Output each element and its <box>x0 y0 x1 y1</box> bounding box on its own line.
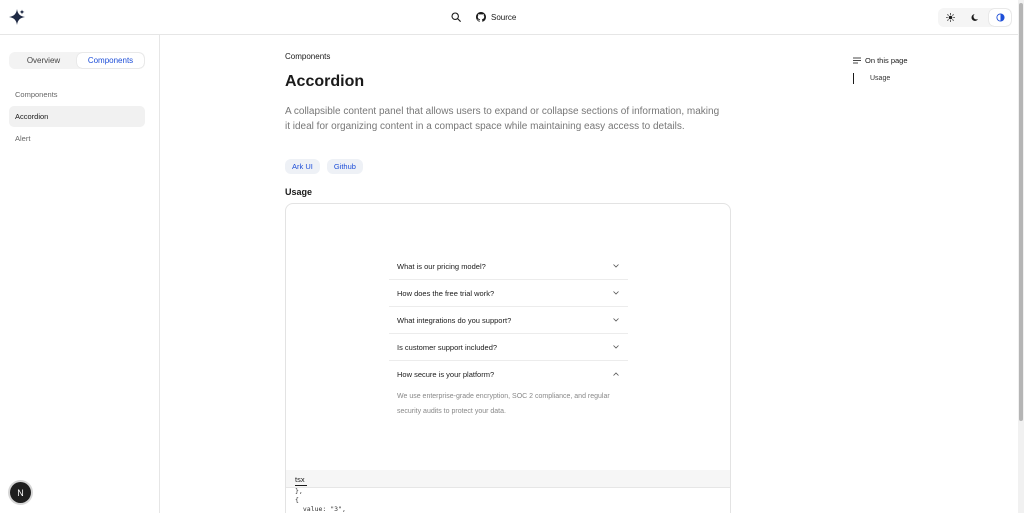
accordion-trigger[interactable] <box>389 361 628 387</box>
code-tab-bar <box>286 470 731 488</box>
sidebar-nav <box>9 84 145 150</box>
accordion-trigger[interactable] <box>389 253 628 279</box>
system-theme-button[interactable] <box>989 9 1011 26</box>
toc-item-usage[interactable]: Usage <box>853 73 890 84</box>
text-align-icon <box>853 57 861 64</box>
sidebar-item-alert[interactable]: Alert <box>15 134 31 143</box>
accordion-question: How does the free trial work? <box>397 288 495 298</box>
github-badge[interactable]: Github <box>327 159 363 174</box>
top-bar <box>0 0 1018 35</box>
chevron-down-icon <box>612 289 620 297</box>
dark-theme-button[interactable] <box>964 9 986 26</box>
accordion-question: What integrations do you support? <box>397 315 512 325</box>
accordion-question: What is our pricing model? <box>397 261 486 271</box>
source-button[interactable] <box>470 7 522 27</box>
usage-preview <box>285 203 731 513</box>
code-line: { <box>295 496 299 504</box>
chevron-down-icon <box>612 262 620 270</box>
ark-ui-badge[interactable]: Ark UI <box>285 159 320 174</box>
moon-icon <box>971 13 980 22</box>
page-description: A collapsible content panel that allows users to expand or collapse sections of information, making it ideal for organizing content in a compact space while maintaining easy access to details. <box>285 106 720 132</box>
accordion <box>389 253 628 427</box>
accordion-item <box>389 253 628 280</box>
table-of-contents <box>853 56 973 82</box>
system-icon <box>996 13 1005 22</box>
sidebar <box>0 35 160 513</box>
scrollbar-thumb[interactable] <box>1019 3 1023 421</box>
header-actions <box>446 7 522 27</box>
accordion-question: Is customer support included? <box>397 342 498 352</box>
search-icon <box>451 12 461 22</box>
usage-heading: Usage <box>285 187 313 197</box>
sidebar-tabs <box>9 52 145 69</box>
toc-heading-label: On this page <box>865 56 908 65</box>
chevron-up-icon <box>612 370 620 378</box>
accordion-item <box>389 307 628 334</box>
light-theme-button[interactable] <box>939 9 961 26</box>
sparkle-logo-icon[interactable] <box>9 9 25 25</box>
chevron-down-icon <box>612 316 620 324</box>
sidebar-item-components[interactable]: Components <box>15 90 58 99</box>
toc-heading <box>853 56 973 65</box>
sun-icon <box>946 13 955 22</box>
tab-overview[interactable]: Overview <box>26 56 61 65</box>
tab-components[interactable]: Components <box>77 53 144 68</box>
breadcrumb[interactable]: Components <box>285 52 331 61</box>
accordion-question: How secure is your platform? <box>397 369 495 379</box>
accordion-item <box>389 334 628 361</box>
accordion-trigger[interactable] <box>389 307 628 333</box>
github-icon <box>476 12 486 22</box>
accordion-item-expanded <box>389 361 628 427</box>
sidebar-item-accordion[interactable]: Accordion <box>9 106 145 127</box>
chevron-down-icon <box>612 343 620 351</box>
page-title: Accordion <box>285 73 365 90</box>
accordion-item <box>389 280 628 307</box>
code-tab-tsx[interactable]: tsx <box>295 475 305 484</box>
accordion-answer: We use enterprise-grade encryption, SOC 2 compliance, and regular security audits to protect your data. <box>397 393 610 415</box>
code-block <box>295 487 346 513</box>
accordion-trigger[interactable] <box>389 334 628 360</box>
theme-switcher <box>938 8 1012 27</box>
code-tab-underline <box>295 485 307 486</box>
scrollbar[interactable] <box>1018 0 1024 513</box>
accordion-trigger[interactable] <box>389 280 628 306</box>
source-label: Source <box>491 12 517 22</box>
avatar[interactable]: N <box>10 482 31 503</box>
code-line: value: "3", <box>295 505 346 513</box>
search-button[interactable] <box>446 7 466 27</box>
badge-row <box>285 159 363 174</box>
code-line: }, <box>295 487 303 495</box>
